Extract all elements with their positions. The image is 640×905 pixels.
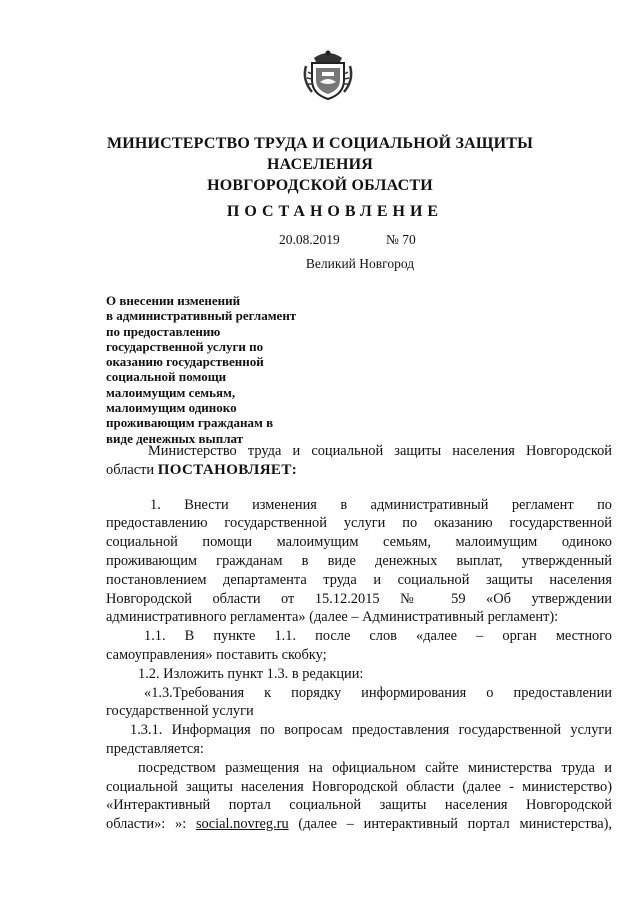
paragraph-1-1-line: 1.1. В пункте 1.1. после слов «далее – орган местного [144,628,612,645]
paragraph-portal-line: «Интерактивный портал социальной защиты населения Новгородской [106,797,612,814]
portal-link[interactable]: social.novreg.ru [195,816,289,833]
portal-line-prefix: области»: »: [106,816,196,833]
subject-line: оказанию государственной [106,354,264,370]
paragraph-1-3-1-line: 1.3.1. Информация по вопросам предоставления государственной услуги [130,722,612,739]
subject-line: социальной помощи [106,369,227,385]
intro-decree-line [106,461,612,480]
paragraph-portal-line: посредством размещения на официальном сайте министерства труда и [138,759,612,776]
subject-line: по предоставлению [106,323,221,339]
paragraph-1-line: постановлением департамента труда и социальной защиты населения [106,571,612,588]
subject-line: малоимущим семьям, [106,384,236,400]
paragraph-1-2: 1.2. Изложить пункт 1.3. в редакции: [138,665,364,682]
document-type-title: ПОСТАНОВЛЕНИЕ [226,203,444,220]
intro-line: Министерство труда и социальной защиты населения Новгородской [148,443,612,459]
paragraph-1-1-line: самоуправления» поставить скобку; [106,646,327,663]
subject-line: государственной услуги по [106,338,264,354]
document-subject [106,293,346,446]
paragraph-1-line: 1. Внести изменения в административный регламент по [150,496,612,513]
subject-line: проживающим гражданам в [106,415,274,431]
document-city: Великий Новгород [305,256,415,271]
subject-line: О внесении изменений [106,293,241,308]
paragraph-1-line: Новгородской области от 15.12.2015 № 59 «Об утверждении [106,590,612,607]
subject-line: в административный регламент [106,308,297,324]
paragraph-1-line: социальной помощи малоимущим семьям, малоимущим одиноко [106,534,612,551]
subject-line: виде денежных выплат [106,430,244,446]
paragraph-portal-last-line [106,815,612,834]
coat-of-arms-emblem [300,46,356,102]
ministry-name [60,133,580,196]
paragraph-portal-line: социальной защиты населения Новгородской области (далее - министерство) [106,778,612,795]
paragraph-1-line: проживающим гражданам в виде денежных выплат, утвержденный [106,552,612,569]
paragraph-1-3-line: «1.3.Требования к порядку информирования о предоставлении [144,684,612,701]
decree-word: ПОСТАНОВЛЯЕТ: [157,461,298,478]
subject-line: малоимущим одиноко [106,400,237,416]
ministry-name-line1: МИНИСТЕРСТВО ТРУДА И СОЦИАЛЬНОЙ ЗАЩИТЫ НАСЕЛЕНИЯ [106,135,534,173]
paragraph-1-line: административного регламента» (далее – Административный регламент): [106,609,559,626]
document-date: 20.08.2019 [279,232,340,247]
paragraph-1-line: предоставлению государственной услуги по оказанию государственной [106,515,612,532]
paragraph-1-3-line: государственной услуги [106,703,254,720]
document-number: № 70 [386,232,416,247]
paragraph-1-3-1-line: представляется: [106,740,204,757]
portal-line-suffix: (далее – интерактивный портал министерства), [288,816,612,833]
ministry-name-line2: НОВГОРОДСКОЙ ОБЛАСТИ [207,177,433,194]
document-body [106,442,612,834]
intro-prefix: области [106,461,158,478]
